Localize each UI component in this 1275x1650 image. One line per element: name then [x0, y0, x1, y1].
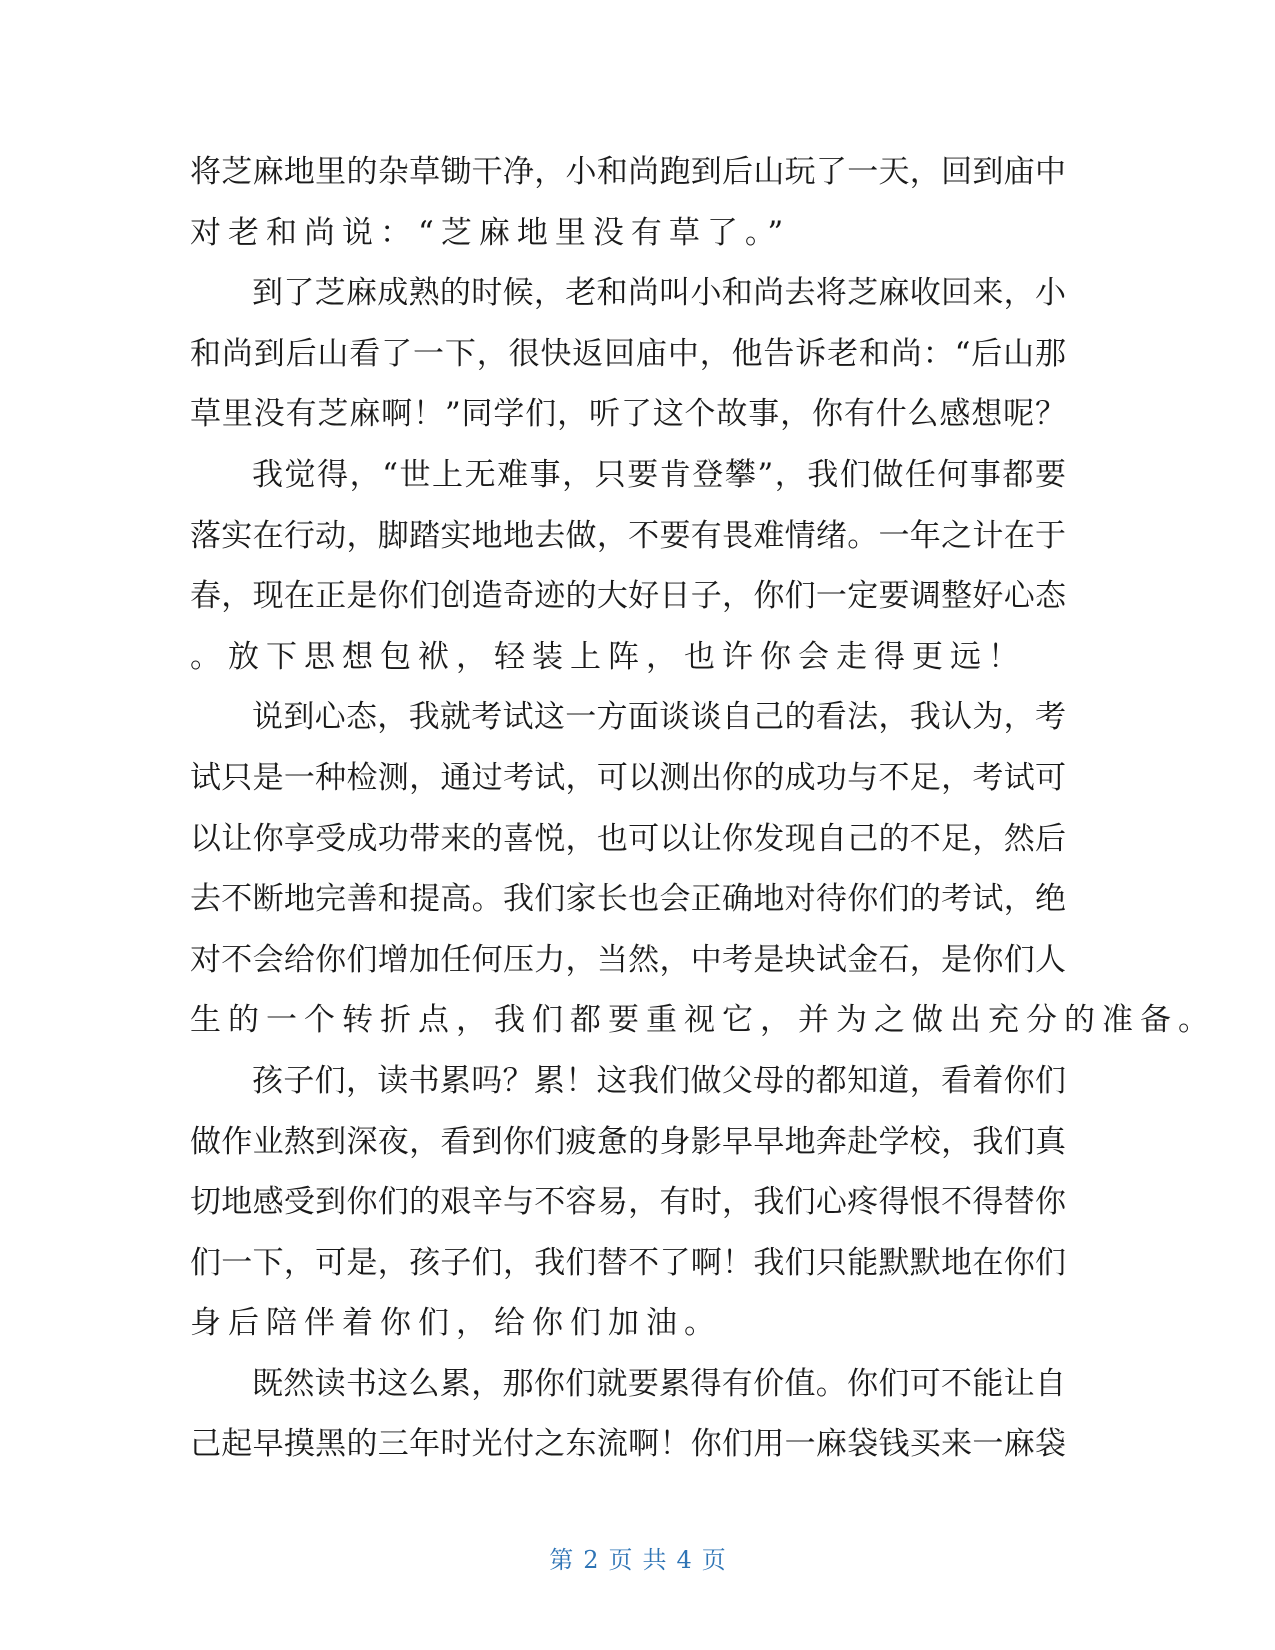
page-label-prefix: 第 [549, 1546, 574, 1574]
text-line: 身后陪伴着你们，给你们加油。 [190, 1305, 722, 1342]
text-line: 生的一个转折点，我们都要重视它，并为之做出充分的准备。 [190, 1002, 1216, 1039]
text-line: 对不会给你们增加任何压力，当然，中考是块试金石，是你们人 [190, 941, 1066, 978]
text-line: 说到心态，我就考试这一方面谈谈自己的看法，我认为，考 [252, 699, 1066, 736]
text-line: 做作业熬到深夜，看到你们疲惫的身影早早地奔赴学校，我们真 [190, 1123, 1066, 1160]
text-line: 既然读书这么累，那你们就要累得有价值。你们可不能让自 [252, 1365, 1066, 1402]
page-label-mid2: 共 [642, 1546, 667, 1574]
total-page-number: 4 [676, 1546, 692, 1574]
text-line: 切地感受到你们的艰辛与不容易，有时，我们心疼得恨不得替你 [190, 1184, 1066, 1221]
text-line: 。放下思想包袱，轻装上阵，也许你会走得更远！ [190, 638, 1026, 675]
text-line: 草里没有芝麻啊！”同学们，听了这个故事，你有什么感想呢？ [190, 396, 1066, 433]
document-body [190, 142, 1216, 1475]
text-line: 试只是一种检测，通过考试，可以测出你的成功与不足，考试可 [190, 759, 1066, 796]
page-label-suffix: 页 [701, 1546, 726, 1574]
page-label-mid1: 页 [608, 1546, 633, 1574]
text-line: 己起早摸黑的三年时光付之东流啊！你们用一麻袋钱买来一麻袋 [190, 1426, 1066, 1463]
text-line: 和尚到后山看了一下，很快返回庙中，他告诉老和尚：“后山那 [190, 335, 1066, 372]
text-line: 们一下，可是，孩子们，我们替不了啊！我们只能默默地在你们 [190, 1244, 1066, 1281]
text-line: 将芝麻地里的杂草锄干净，小和尚跑到后山玩了一天，回到庙中 [190, 154, 1066, 190]
text-line: 到了芝麻成熟的时候，老和尚叫小和尚去将芝麻收回来，小 [252, 275, 1066, 312]
current-page-number: 2 [583, 1546, 599, 1574]
text-line: 去不断地完善和提高。我们家长也会正确地对待你们的考试，绝 [190, 881, 1066, 918]
text-line: 以让你享受成功带来的喜悦，也可以让你发现自己的不足，然后 [190, 820, 1066, 857]
page-number-footer [0, 1540, 1275, 1575]
text-line: 落实在行动，脚踏实地地去做，不要有畏难情绪。一年之计在于 [190, 517, 1066, 554]
text-line: 孩子们，读书累吗？累！这我们做父母的都知道，看着你们 [252, 1062, 1066, 1099]
text-line: 对老和尚说：“芝麻地里没有草了。” [190, 214, 791, 251]
text-line: 春，现在正是你们创造奇迹的大好日子，你们一定要调整好心态 [190, 578, 1066, 615]
text-line: 我觉得，“世上无难事，只要肯登攀”，我们做任何事都要 [252, 456, 1066, 493]
